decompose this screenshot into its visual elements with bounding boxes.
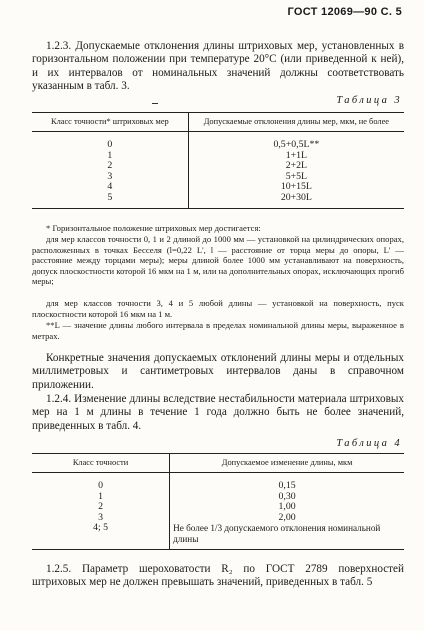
table-4 xyxy=(32,453,404,550)
footnote-4: **L — значение длины любого интервала в пределах номинальной длины меры, выраженное в метрах. xyxy=(32,320,404,341)
table-4-caption: Таблица 4 xyxy=(336,438,402,449)
table-cell: 0,15 xyxy=(278,480,296,491)
table-cell: 0 xyxy=(32,473,170,492)
paragraph-specific-values: Конкретные значения допускаемых отклонений длины меры и отдельных миллиметровых и сантиметровых интервалов даны в справочном приложении. xyxy=(32,352,404,391)
table-row xyxy=(32,193,404,208)
divider-dash xyxy=(152,103,158,104)
table-row xyxy=(32,151,404,162)
table-cell: Не более 1/3 допускаемого отклонения номинальной длины xyxy=(170,523,404,549)
table-3-caption: Таблица 3 xyxy=(336,95,402,106)
footnote-3: для мер классов точности 3, 4 и 5 любой длины — установкой на поверхность, пуск плоскостности которой 16 мкм на 1 м. xyxy=(32,298,404,319)
table-cell: 1+1L xyxy=(285,149,308,161)
paragraph-1-2-5: 1.2.5. Параметр шероховатости R₂ по ГОСТ 2789 поверхностей штриховых мер не должен превышать значений, приведенных в табл. 5 xyxy=(32,563,404,589)
table-3 xyxy=(32,112,404,209)
paragraph-1-2-4: 1.2.4. Изменение длины вследствие нестабильности материала штриховых мер на 1 м длины в течение 1 года должно быть не более значений, приведенных в табл. 4. xyxy=(32,393,404,432)
table-cell: 10+15L xyxy=(280,181,312,193)
table-cell: 20+30L xyxy=(188,193,404,208)
table-3-col-class: Класс точности* штриховых мер xyxy=(32,113,188,132)
table-cell: 2,00 xyxy=(278,511,296,523)
table-cell: 2 xyxy=(32,502,170,513)
table-3-col-deviation: Допускаемые отклонения длины мер, мкм, не более xyxy=(188,113,404,132)
table-cell: 3 xyxy=(32,172,188,183)
table-row xyxy=(32,161,404,172)
table-row xyxy=(32,182,404,193)
table-cell: 1,00 xyxy=(278,501,296,513)
table-row xyxy=(32,513,404,524)
table-cell: 0,5+0,5L** xyxy=(273,139,320,150)
table-cell: 5 xyxy=(32,193,188,208)
table-row xyxy=(32,492,404,503)
footnote-1: * Горизонтальное положение штриховых мер достигается: xyxy=(46,223,261,233)
table-cell: 2 xyxy=(32,161,188,172)
table-cell: 1 xyxy=(32,492,170,503)
table-row xyxy=(32,473,404,492)
table-cell: 2+2L xyxy=(285,160,308,172)
table-cell: 0 xyxy=(32,132,188,151)
table-cell: 4 xyxy=(32,182,188,193)
table-row xyxy=(32,502,404,513)
table-row xyxy=(32,172,404,183)
table-4-col-change: Допускаемое изменение длины, мкм xyxy=(170,454,404,473)
table-cell: 1 xyxy=(32,151,188,162)
table-row xyxy=(32,523,404,549)
footnote-2: для мер классов точности 0, 1 и 2 длиной до 1000 мм — установкой на цилиндрических опорах, расположенных в точках Бесселя (l=0,22 L', l — расстояние от торца меры до опоры, L' — расстояние между торцами меры); меры длиной более 1000 мм устанавливают на поверхность, допуск плоскостности которой 16 мкм на 1 м, или на дополнительных опорах, исключающих прогиб меры; xyxy=(32,234,404,287)
table-cell: 3 xyxy=(32,513,170,524)
table-cell: 5+5L xyxy=(285,170,308,182)
table-cell: 0,30 xyxy=(278,490,296,502)
table-cell: 4; 5 xyxy=(32,523,170,549)
table-4-col-class: Класс точности xyxy=(32,454,170,473)
paragraph-1-2-3: 1.2.3. Допускаемые отклонения длины штриховых мер, установленных в горизонтальном положении при температуре 20°С (или приведенной к ней), и их интервалов от номинальных значений должны соответствовать указанным в табл. 3. xyxy=(32,40,404,93)
table-row xyxy=(32,132,404,151)
page-header: ГОСТ 12069—90 С. 5 xyxy=(287,6,402,18)
